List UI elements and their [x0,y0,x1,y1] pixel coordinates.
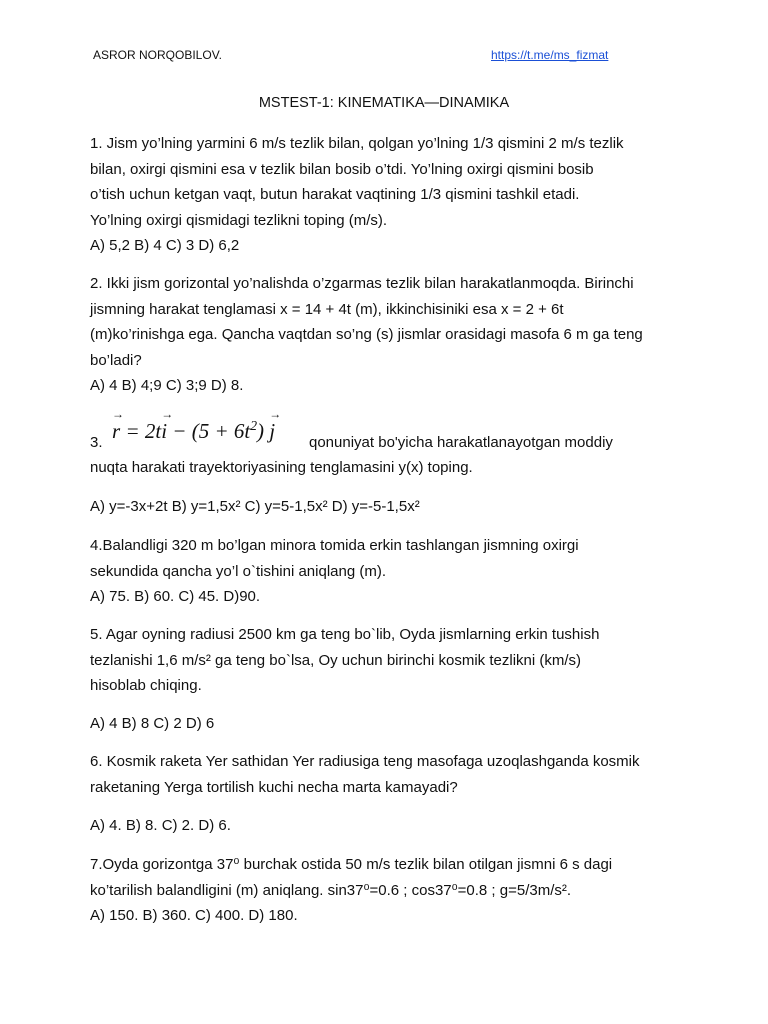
q3-continued [90,455,690,481]
q6-line-2: raketaning Yerga tortilish kuchi necha marta kamayadi? [90,778,458,796]
q4-line-1: 4.Balandligi 320 m bo’lgan minora tomida erkin tashlangan jismning oxirgi [90,537,579,554]
q2-answers: A) 4 B) 4;9 C) 3;9 D) 8. [90,377,244,394]
q5-line-2: tezlanishi 1,6 m/s² ga teng bo`lsa, Oy uchun birinchi kosmik tezlikni (km/s) [90,651,582,669]
q1-answers: A) 5,2 B) 4 C) 3 D) 6,2 [90,237,240,254]
q2-line-4: bo’ladi? [90,351,142,369]
telegram-link[interactable]: https://t.me/ms_fizmat [491,48,609,62]
q2-line-1: 2. Ikki jism gorizontal yo’nalishda o’zgarmas tezlik bilan harakatlanmoqda. Birinchi [90,275,634,292]
question-5 [90,622,690,699]
q5-answers-block [90,711,690,737]
q7-answers: A) 150. B) 360. C) 400. D) 180. [90,907,298,924]
q3-number: 3. [90,434,103,451]
q6-line-1: 6. Kosmik raketa Yer sathidan Yer radiusiga teng masofaga uzoqlashganda kosmik [90,753,640,770]
question-7 [90,852,690,929]
page-title: MSTEST-1: KINEMATIKA—DINAMIKA [258,95,510,111]
q2-line-3: (m)ko’rinishga ega. Qancha vaqtdan so’ng (s) jismlar orasidagi masofa 6 m ga teng [90,326,643,343]
q1-line-2: bilan, oxirgi qismini esa v tezlik bilan bosib o’tdi. Yo’lning oxirgi qismini bosib [90,160,594,178]
q5-answers: A) 4 B) 8 C) 2 D) 6 [90,715,215,732]
q3-line-1: qonuniyat bo'yicha harakatlanayotgan moddiy [309,434,613,451]
q2-line-2: jismning harakat tenglamasi x = 14 + 4t (m), ikkinchisiniki esa x = 2 + 6t [90,300,564,318]
q3-answers-block [90,494,690,520]
q7-line-2: ko’tarilish balandligini (m) aniqlang. sin37⁰=0.6 ; cos37⁰=0.8 ; g=5/3m/s². [90,881,572,899]
q3-vector-equation: → $r = 2t\to i - (5 + 6t^2) \to j$ [112,418,275,444]
q1-line-1: 1. Jism yo’lning yarmini 6 m/s tezlik bilan, qolgan yo’lning 1/3 qismini 2 m/s tezlik [90,135,624,152]
question-6 [90,749,690,800]
q4-line-2: sekundida qancha yo’l o`tishini aniqlang (m). [90,562,387,580]
author-name: ASROR NORQOBILOV. [93,48,222,62]
q1-line-4: Yo’lning oxirgi qismidagi tezlikni toping (m/s). [90,211,388,229]
q6-answers: A) 4. B) 8. C) 2. D) 6. [90,817,231,834]
q1-line-3: o’tish uchun ketgan vaqt, butun harakat vaqtining 1/3 qismini tashkil etadi. [90,186,580,203]
q6-answers-block [90,813,690,839]
question-1 [90,131,690,259]
q5-line-1: 5. Agar oyning radiusi 2500 km ga teng bo`lib, Oyda jismlarning erkin tushish [90,626,600,643]
question-2 [90,271,690,399]
q4-answers: A) 75. B) 60. C) 45. D)90. [90,588,261,605]
question-4 [90,533,690,610]
q7-line-1: 7.Oyda gorizontga 37⁰ burchak ostida 50 m/s tezlik bilan otilgan jismni 6 s dagi [90,856,613,873]
q3-answers: A) y=-3x+2t B) y=1,5x² C) y=5-1,5x² D) y=-5-1,5x² [90,498,420,515]
q3-line-2: nuqta harakati trayektoriyasining tenglamasini y(x) toping. [90,459,473,476]
q5-line-3: hisoblab chiqing. [90,677,202,694]
